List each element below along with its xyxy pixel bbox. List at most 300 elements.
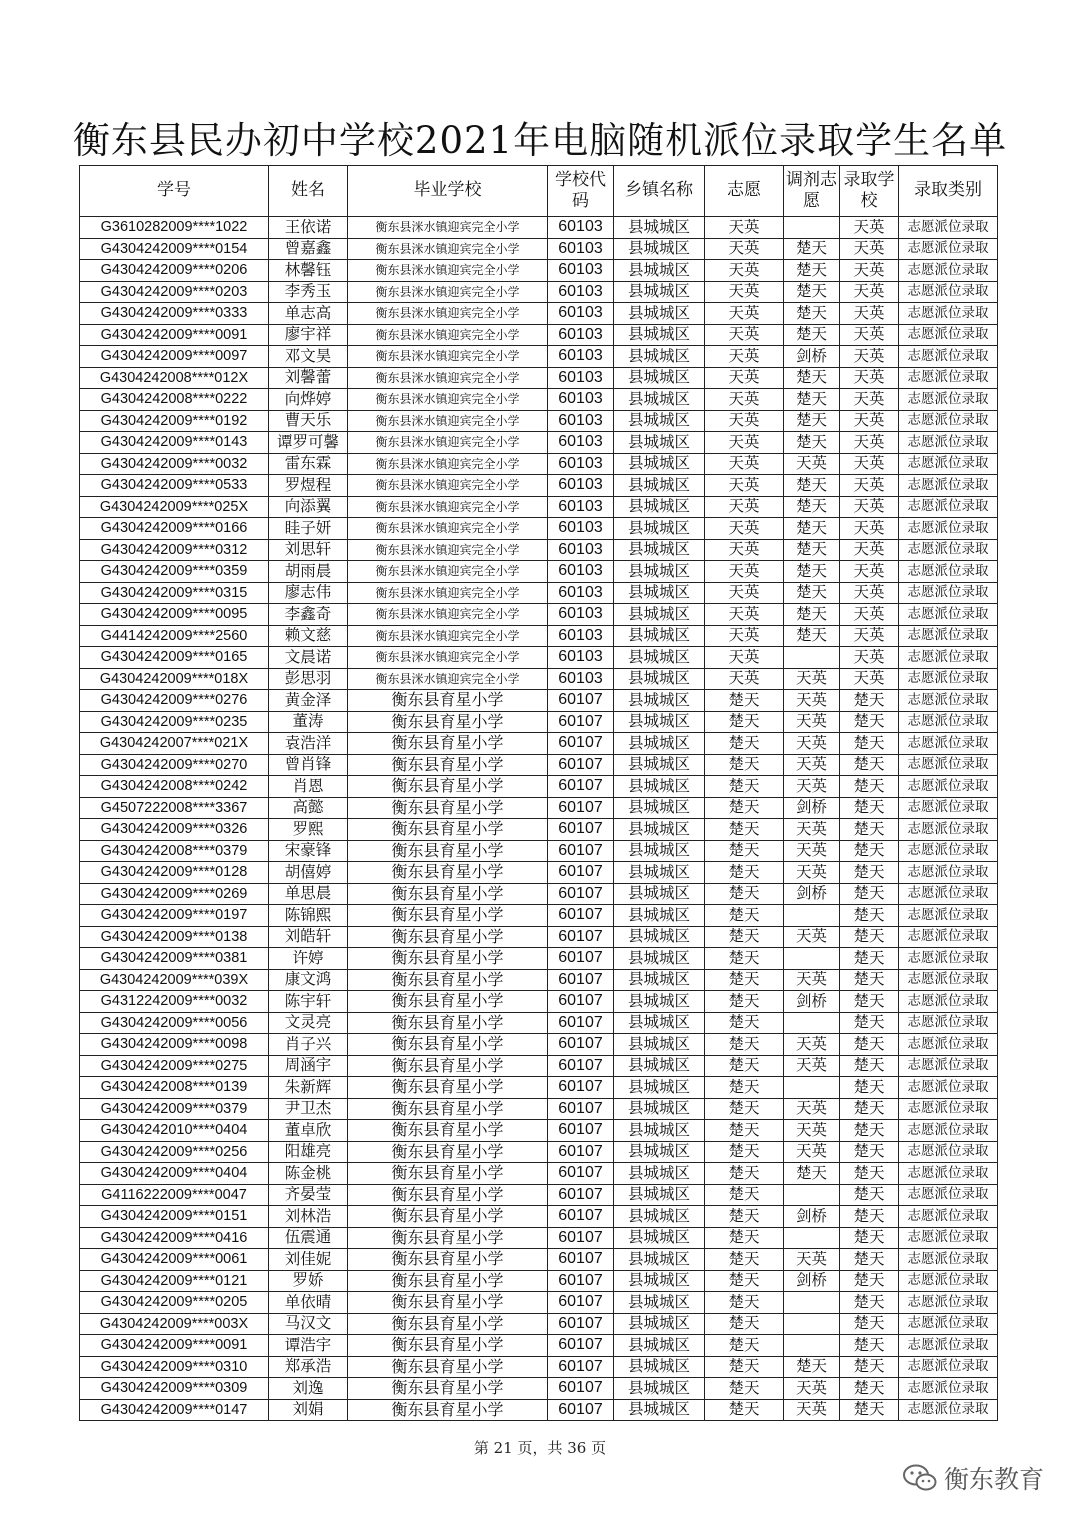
table-row [80,625,998,647]
cell-adjust-preference: 楚天 [784,1163,840,1185]
cell-student-id: G4414242009****2560 [80,625,269,647]
cell-student-id: G4304242009****0312 [80,539,269,561]
cell-graduation-school: 衡东县洣水镇迎宾完全小学 [348,453,548,475]
table-row [80,1206,998,1228]
cell-student-id: G4304242009****0416 [80,1227,269,1249]
cell-student-name: 周涵宇 [269,1055,348,1077]
cell-preference: 楚天 [705,1270,784,1292]
cell-admitted-school: 天英 [840,324,899,346]
cell-student-id: G4304242009****0097 [80,346,269,368]
cell-school-code: 60107 [548,862,614,884]
table-row [80,1399,998,1421]
cell-student-name: 陈宇轩 [269,991,348,1013]
cell-graduation-school: 衡东县育星小学 [348,969,548,991]
cell-graduation-school: 衡东县育星小学 [348,1227,548,1249]
admission-table [79,165,998,1421]
cell-adjust-preference: 剑桥 [784,346,840,368]
cell-admission-type: 志愿派位录取 [899,1012,998,1034]
table-row [80,432,998,454]
cell-school-code: 60107 [548,1098,614,1120]
cell-preference: 楚天 [705,1313,784,1335]
cell-student-name: 曾嘉鑫 [269,238,348,260]
cell-graduation-school: 衡东县育星小学 [348,1077,548,1099]
cell-town-name: 县城城区 [614,582,705,604]
table-row [80,1012,998,1034]
cell-school-code: 60103 [548,582,614,604]
cell-town-name: 县城城区 [614,754,705,776]
cell-preference: 楚天 [705,1098,784,1120]
cell-student-name: 胡僖婷 [269,862,348,884]
cell-student-id: G4304242009****003X [80,1313,269,1335]
cell-graduation-school: 衡东县洣水镇迎宾完全小学 [348,475,548,497]
cell-student-name: 曾肖锋 [269,754,348,776]
cell-admission-type: 志愿派位录取 [899,668,998,690]
cell-preference: 楚天 [705,1292,784,1314]
cell-preference: 天英 [705,303,784,325]
cell-town-name: 县城城区 [614,281,705,303]
cell-graduation-school: 衡东县育星小学 [348,1313,548,1335]
cell-adjust-preference: 剑桥 [784,797,840,819]
header-town: 乡镇名称 [614,166,705,217]
cell-admitted-school: 天英 [840,281,899,303]
cell-admitted-school: 天英 [840,561,899,583]
cell-town-name: 县城城区 [614,1378,705,1400]
cell-town-name: 县城城区 [614,1270,705,1292]
table-row [80,561,998,583]
cell-preference: 楚天 [705,1034,784,1056]
cell-town-name: 县城城区 [614,1399,705,1421]
cell-graduation-school: 衡东县育星小学 [348,905,548,927]
cell-admission-type: 志愿派位录取 [899,797,998,819]
table-row [80,238,998,260]
cell-graduation-school: 衡东县洣水镇迎宾完全小学 [348,324,548,346]
cell-graduation-school: 衡东县洣水镇迎宾完全小学 [348,625,548,647]
cell-admitted-school: 楚天 [840,991,899,1013]
cell-student-name: 单思晨 [269,883,348,905]
cell-graduation-school: 衡东县育星小学 [348,1163,548,1185]
cell-school-code: 60103 [548,217,614,239]
table-row [80,475,998,497]
cell-town-name: 县城城区 [614,991,705,1013]
cell-student-id: G4304242009****018X [80,668,269,690]
cell-admission-type: 志愿派位录取 [899,905,998,927]
header-preference: 志愿 [705,166,784,217]
cell-student-id: G4304242009****0326 [80,819,269,841]
cell-adjust-preference: 天英 [784,733,840,755]
cell-preference: 楚天 [705,776,784,798]
cell-student-name: 赖文慈 [269,625,348,647]
table-row [80,1184,998,1206]
cell-admission-type: 志愿派位录取 [899,281,998,303]
cell-school-code: 60103 [548,647,614,669]
cell-graduation-school: 衡东县洣水镇迎宾完全小学 [348,432,548,454]
cell-graduation-school: 衡东县育星小学 [348,1012,548,1034]
cell-admitted-school: 天英 [840,260,899,282]
cell-admitted-school: 楚天 [840,1012,899,1034]
cell-student-name: 刘娟 [269,1399,348,1421]
table-row [80,862,998,884]
cell-school-code: 60103 [548,475,614,497]
cell-admitted-school: 楚天 [840,1270,899,1292]
cell-admission-type: 志愿派位录取 [899,1206,998,1228]
cell-graduation-school: 衡东县洣水镇迎宾完全小学 [348,582,548,604]
cell-school-code: 60103 [548,604,614,626]
cell-town-name: 县城城区 [614,1249,705,1271]
cell-town-name: 县城城区 [614,604,705,626]
cell-admission-type: 志愿派位录取 [899,991,998,1013]
cell-school-code: 60107 [548,905,614,927]
cell-graduation-school: 衡东县育星小学 [348,1378,548,1400]
cell-admitted-school: 天英 [840,303,899,325]
cell-student-id: G4304242009****0056 [80,1012,269,1034]
cell-town-name: 县城城区 [614,303,705,325]
cell-school-code: 60107 [548,1399,614,1421]
cell-admission-type: 志愿派位录取 [899,324,998,346]
cell-preference: 天英 [705,281,784,303]
cell-admission-type: 志愿派位录取 [899,1055,998,1077]
cell-preference: 楚天 [705,840,784,862]
table-row [80,1292,998,1314]
cell-adjust-preference [784,647,840,669]
cell-student-name: 刘思轩 [269,539,348,561]
cell-student-id: G4304242008****0379 [80,840,269,862]
cell-school-code: 60107 [548,1335,614,1357]
page-footer: 第 21 页，共 36 页 [473,1439,607,1457]
cell-student-id: G4304242009****0151 [80,1206,269,1228]
cell-student-id: G4304242009****0235 [80,711,269,733]
cell-school-code: 60103 [548,389,614,411]
table-row [80,1141,998,1163]
cell-town-name: 县城城区 [614,1227,705,1249]
cell-student-name: 董卓欣 [269,1120,348,1142]
cell-admitted-school: 楚天 [840,883,899,905]
cell-graduation-school: 衡东县洣水镇迎宾完全小学 [348,346,548,368]
cell-student-id: G4304242009****0333 [80,303,269,325]
cell-graduation-school: 衡东县育星小学 [348,840,548,862]
cell-student-name: 肖子兴 [269,1034,348,1056]
cell-town-name: 县城城区 [614,668,705,690]
cell-admission-type: 志愿派位录取 [899,733,998,755]
cell-student-id: G4304242009****0359 [80,561,269,583]
cell-student-name: 谭浩宇 [269,1335,348,1357]
cell-student-id: G4304242010****0404 [80,1120,269,1142]
cell-student-name: 王依诺 [269,217,348,239]
table-row [80,991,998,1013]
cell-graduation-school: 衡东县育星小学 [348,1249,548,1271]
cell-student-id: G4304242009****0270 [80,754,269,776]
cell-admission-type: 志愿派位录取 [899,1141,998,1163]
cell-adjust-preference [784,948,840,970]
cell-admission-type: 志愿派位录取 [899,260,998,282]
cell-town-name: 县城城区 [614,260,705,282]
cell-town-name: 县城城区 [614,926,705,948]
cell-admitted-school: 楚天 [840,1335,899,1357]
cell-admitted-school: 天英 [840,389,899,411]
table-row [80,367,998,389]
table-row [80,776,998,798]
cell-student-id: G4304242009****0269 [80,883,269,905]
cell-adjust-preference: 楚天 [784,281,840,303]
cell-admitted-school: 楚天 [840,1077,899,1099]
cell-adjust-preference [784,1227,840,1249]
cell-adjust-preference: 楚天 [784,367,840,389]
cell-admitted-school: 天英 [840,582,899,604]
cell-admission-type: 志愿派位录取 [899,453,998,475]
cell-adjust-preference: 楚天 [784,410,840,432]
cell-student-name: 单志高 [269,303,348,325]
table-row [80,1249,998,1271]
table-row [80,582,998,604]
cell-town-name: 县城城区 [614,453,705,475]
cell-student-name: 眭子妍 [269,518,348,540]
cell-admitted-school: 楚天 [840,797,899,819]
cell-adjust-preference [784,1292,840,1314]
cell-town-name: 县城城区 [614,561,705,583]
cell-admitted-school: 楚天 [840,948,899,970]
cell-admission-type: 志愿派位录取 [899,238,998,260]
cell-adjust-preference: 天英 [784,840,840,862]
cell-student-name: 李秀玉 [269,281,348,303]
cell-adjust-preference: 剑桥 [784,991,840,1013]
cell-admission-type: 志愿派位录取 [899,1335,998,1357]
cell-preference: 天英 [705,238,784,260]
cell-preference: 楚天 [705,1120,784,1142]
cell-adjust-preference: 楚天 [784,1356,840,1378]
cell-adjust-preference: 天英 [784,668,840,690]
cell-graduation-school: 衡东县育星小学 [348,1098,548,1120]
table-row [80,518,998,540]
cell-admitted-school: 楚天 [840,1034,899,1056]
cell-admitted-school: 楚天 [840,1292,899,1314]
cell-student-name: 曹天乐 [269,410,348,432]
cell-adjust-preference: 天英 [784,1399,840,1421]
cell-student-name: 黄金泽 [269,690,348,712]
cell-adjust-preference [784,1335,840,1357]
cell-admission-type: 志愿派位录取 [899,1356,998,1378]
cell-preference: 楚天 [705,883,784,905]
cell-admission-type: 志愿派位录取 [899,1098,998,1120]
cell-town-name: 县城城区 [614,969,705,991]
cell-student-name: 陈锦熙 [269,905,348,927]
table-row [80,410,998,432]
cell-student-name: 伍震通 [269,1227,348,1249]
cell-town-name: 县城城区 [614,840,705,862]
cell-graduation-school: 衡东县育星小学 [348,862,548,884]
cell-graduation-school: 衡东县洣水镇迎宾完全小学 [348,410,548,432]
table-row [80,389,998,411]
table-row [80,217,998,239]
cell-admission-type: 志愿派位录取 [899,303,998,325]
cell-school-code: 60103 [548,561,614,583]
cell-graduation-school: 衡东县洣水镇迎宾完全小学 [348,217,548,239]
cell-preference: 楚天 [705,1077,784,1099]
cell-admitted-school: 天英 [840,346,899,368]
cell-town-name: 县城城区 [614,948,705,970]
cell-admission-type: 志愿派位录取 [899,1292,998,1314]
cell-preference: 天英 [705,260,784,282]
cell-town-name: 县城城区 [614,324,705,346]
cell-admitted-school: 天英 [840,518,899,540]
table-row [80,905,998,927]
cell-graduation-school: 衡东县洣水镇迎宾完全小学 [348,260,548,282]
table-row [80,346,998,368]
cell-graduation-school: 衡东县育星小学 [348,776,548,798]
cell-student-id: G4304242009****0310 [80,1356,269,1378]
table-row [80,281,998,303]
cell-student-name: 谭罗可馨 [269,432,348,454]
table-row [80,1120,998,1142]
cell-admission-type: 志愿派位录取 [899,1077,998,1099]
table-row [80,754,998,776]
cell-student-name: 刘皓轩 [269,926,348,948]
cell-town-name: 县城城区 [614,518,705,540]
cell-admitted-school: 楚天 [840,1227,899,1249]
cell-student-id: G4116222009****0047 [80,1184,269,1206]
cell-adjust-preference: 天英 [784,1055,840,1077]
cell-student-name: 刘林浩 [269,1206,348,1228]
cell-preference: 楚天 [705,1249,784,1271]
cell-adjust-preference: 天英 [784,1034,840,1056]
cell-admitted-school: 楚天 [840,776,899,798]
cell-student-id: G4304242009****0205 [80,1292,269,1314]
table-row [80,496,998,518]
cell-admission-type: 志愿派位录取 [899,754,998,776]
cell-school-code: 60103 [548,432,614,454]
cell-admission-type: 志愿派位录取 [899,518,998,540]
cell-school-code: 60103 [548,324,614,346]
cell-student-name: 李鑫奇 [269,604,348,626]
cell-preference: 楚天 [705,690,784,712]
cell-school-code: 60103 [548,668,614,690]
table-row [80,303,998,325]
cell-school-code: 60107 [548,797,614,819]
cell-student-name: 罗娇 [269,1270,348,1292]
cell-graduation-school: 衡东县育星小学 [348,733,548,755]
cell-student-name: 罗熙 [269,819,348,841]
cell-school-code: 60103 [548,281,614,303]
cell-school-code: 60103 [548,410,614,432]
cell-town-name: 县城城区 [614,1012,705,1034]
cell-preference: 天英 [705,453,784,475]
table-row [80,733,998,755]
cell-school-code: 60107 [548,883,614,905]
cell-graduation-school: 衡东县洣水镇迎宾完全小学 [348,303,548,325]
cell-preference: 天英 [705,432,784,454]
cell-student-name: 宋豪锋 [269,840,348,862]
table-row [80,324,998,346]
cell-student-id: G4304242009****0128 [80,862,269,884]
cell-town-name: 县城城区 [614,217,705,239]
cell-admitted-school: 天英 [840,539,899,561]
cell-student-id: G4304242009****0095 [80,604,269,626]
cell-admitted-school: 天英 [840,496,899,518]
cell-graduation-school: 衡东县育星小学 [348,1206,548,1228]
cell-graduation-school: 衡东县育星小学 [348,1141,548,1163]
cell-town-name: 县城城区 [614,1184,705,1206]
cell-town-name: 县城城区 [614,346,705,368]
cell-admitted-school: 天英 [840,475,899,497]
cell-student-name: 袁浩洋 [269,733,348,755]
cell-town-name: 县城城区 [614,733,705,755]
cell-student-id: G4304242009****0138 [80,926,269,948]
watermark-text: 衡东教育 [943,1465,1044,1494]
cell-student-id: G4304242008****0139 [80,1077,269,1099]
cell-town-name: 县城城区 [614,690,705,712]
cell-graduation-school: 衡东县育星小学 [348,1055,548,1077]
header-admission-type: 录取类别 [899,166,998,217]
cell-admission-type: 志愿派位录取 [899,1270,998,1292]
cell-town-name: 县城城区 [614,496,705,518]
cell-town-name: 县城城区 [614,539,705,561]
table-row [80,1227,998,1249]
cell-admission-type: 志愿派位录取 [899,840,998,862]
cell-adjust-preference: 天英 [784,1120,840,1142]
cell-student-name: 刘佳妮 [269,1249,348,1271]
cell-graduation-school: 衡东县洣水镇迎宾完全小学 [348,604,548,626]
cell-admitted-school: 楚天 [840,754,899,776]
cell-admitted-school: 楚天 [840,1206,899,1228]
table-body [80,217,998,1421]
cell-preference: 楚天 [705,1163,784,1185]
cell-adjust-preference: 天英 [784,862,840,884]
cell-graduation-school: 衡东县育星小学 [348,1184,548,1206]
cell-admission-type: 志愿派位录取 [899,1120,998,1142]
cell-preference: 天英 [705,346,784,368]
cell-student-id: G4304242009****0381 [80,948,269,970]
cell-preference: 楚天 [705,1378,784,1400]
cell-school-code: 60103 [548,539,614,561]
table-row [80,883,998,905]
cell-adjust-preference: 天英 [784,1098,840,1120]
cell-preference: 天英 [705,582,784,604]
cell-admission-type: 志愿派位录取 [899,582,998,604]
cell-town-name: 县城城区 [614,1292,705,1314]
cell-school-code: 60107 [548,1012,614,1034]
watermark [902,1460,1044,1496]
cell-admission-type: 志愿派位录取 [899,389,998,411]
cell-student-id: G4304242009****025X [80,496,269,518]
cell-admission-type: 志愿派位录取 [899,690,998,712]
cell-student-name: 马汉文 [269,1313,348,1335]
cell-town-name: 县城城区 [614,1098,705,1120]
cell-admission-type: 志愿派位录取 [899,883,998,905]
cell-student-id: G4304242009****0256 [80,1141,269,1163]
cell-student-id: G4304242009****0032 [80,453,269,475]
cell-admitted-school: 楚天 [840,1356,899,1378]
cell-adjust-preference: 天英 [784,1141,840,1163]
table-row [80,539,998,561]
cell-preference: 楚天 [705,1335,784,1357]
table-row [80,711,998,733]
cell-student-name: 向烨婷 [269,389,348,411]
cell-school-code: 60107 [548,711,614,733]
cell-adjust-preference: 楚天 [784,539,840,561]
cell-graduation-school: 衡东县育星小学 [348,926,548,948]
cell-admitted-school: 天英 [840,432,899,454]
cell-admission-type: 志愿派位录取 [899,647,998,669]
cell-town-name: 县城城区 [614,883,705,905]
cell-school-code: 60107 [548,1163,614,1185]
cell-graduation-school: 衡东县育星小学 [348,1356,548,1378]
cell-student-id: G4304242009****0197 [80,905,269,927]
cell-town-name: 县城城区 [614,1120,705,1142]
cell-graduation-school: 衡东县育星小学 [348,1399,548,1421]
cell-adjust-preference: 楚天 [784,389,840,411]
cell-admission-type: 志愿派位录取 [899,1249,998,1271]
cell-preference: 楚天 [705,905,784,927]
cell-admission-type: 志愿派位录取 [899,496,998,518]
cell-adjust-preference: 楚天 [784,260,840,282]
